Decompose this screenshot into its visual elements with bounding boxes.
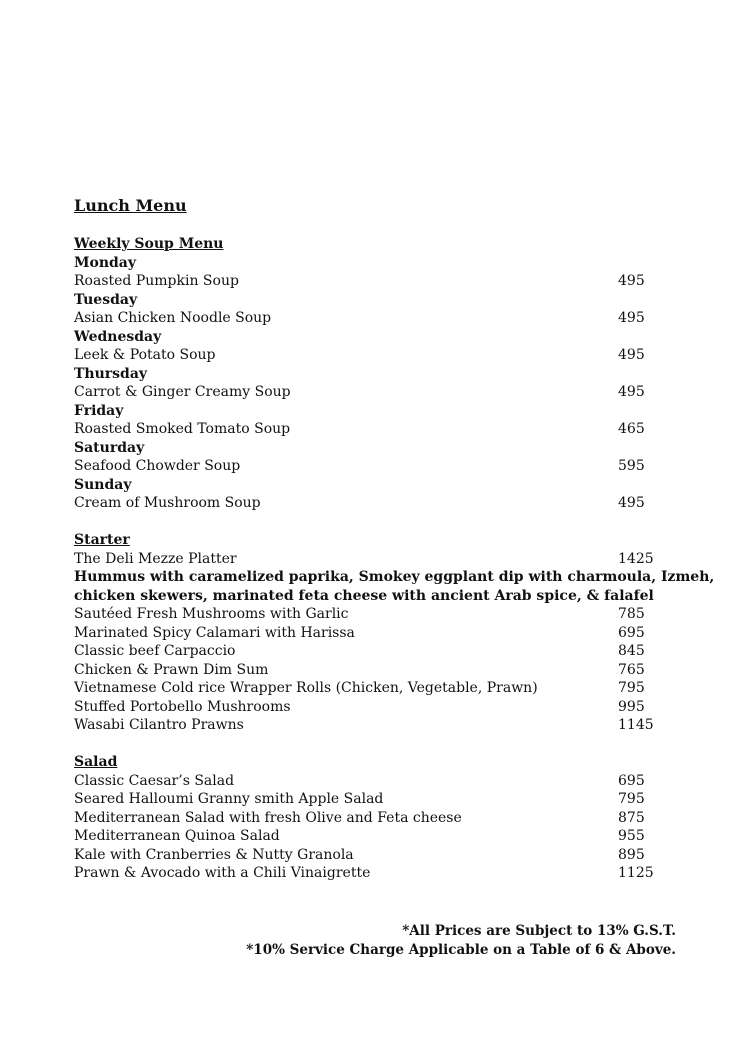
item-name: Asian Chicken Noodle Soup xyxy=(74,310,272,326)
day-row xyxy=(74,328,674,347)
item-price: 495 xyxy=(618,273,645,289)
item-price: 1145 xyxy=(618,717,654,733)
menu-item xyxy=(74,716,674,735)
item-price: 1125 xyxy=(618,865,654,881)
item-price: 495 xyxy=(618,495,645,511)
day-row xyxy=(74,365,674,384)
menu-item xyxy=(74,309,674,328)
day-row xyxy=(74,402,674,421)
day-row xyxy=(74,291,674,310)
menu-item xyxy=(74,346,674,365)
item-name: Mediterranean Quinoa Salad xyxy=(74,828,280,844)
item-price: 495 xyxy=(618,347,645,363)
soup-section-heading xyxy=(74,235,674,254)
item-price: 695 xyxy=(618,772,645,789)
item-name: Classic Caesar’s Salad xyxy=(74,772,235,789)
day-label: Monday xyxy=(74,254,137,271)
service-charge-note: *10% Service Charge Applicable on a Table of 6 & Above. xyxy=(246,942,676,958)
item-name: Chicken & Prawn Dim Sum xyxy=(74,661,269,678)
item-name: Mediterranean Salad with fresh Olive and Feta cheese xyxy=(74,809,462,826)
menu-item xyxy=(74,642,674,661)
item-price: 595 xyxy=(618,458,645,474)
menu-item xyxy=(74,272,674,291)
menu-item xyxy=(74,864,674,883)
item-price: 495 xyxy=(618,310,645,326)
menu-item xyxy=(74,420,674,439)
item-price: 895 xyxy=(618,846,645,863)
item-name: Cream of Mushroom Soup xyxy=(74,495,261,511)
day-label: Tuesday xyxy=(74,291,138,308)
day-row xyxy=(74,476,674,495)
item-price: 1425 xyxy=(618,550,654,567)
item-name: Carrot & Ginger Creamy Soup xyxy=(74,384,291,400)
day-label: Sunday xyxy=(74,476,132,493)
item-name: Seafood Chowder Soup xyxy=(74,458,241,474)
item-description xyxy=(74,587,674,606)
item-price: 955 xyxy=(618,828,645,844)
item-name: Wasabi Cilantro Prawns xyxy=(74,717,244,733)
item-name: Roasted Smoked Tomato Soup xyxy=(74,421,291,437)
item-price: 495 xyxy=(618,384,645,400)
menu-item xyxy=(74,550,674,569)
item-price: 785 xyxy=(618,606,645,622)
item-price: 995 xyxy=(618,698,645,715)
item-name: Prawn & Avocado with a Chili Vinaigrette xyxy=(74,865,371,881)
menu-item xyxy=(74,661,674,680)
section-spacer xyxy=(74,513,674,532)
menu-item xyxy=(74,679,674,698)
item-name: Marinated Spicy Calamari with Harissa xyxy=(74,624,355,641)
menu-item xyxy=(74,624,674,643)
menu-item xyxy=(74,809,674,828)
gst-note: *All Prices are Subject to 13% G.S.T. xyxy=(402,923,676,939)
description-line: Hummus with caramelized paprika, Smokey eggplant dip with charmoula, Izmeh, xyxy=(74,569,715,585)
starter-heading: Starter xyxy=(74,532,130,548)
item-price: 765 xyxy=(618,661,645,678)
menu-title: Lunch Menu xyxy=(74,196,187,215)
starter-section-heading xyxy=(74,531,674,550)
menu-item xyxy=(74,494,674,513)
item-price: 795 xyxy=(618,680,645,696)
item-name: Roasted Pumpkin Soup xyxy=(74,273,239,289)
item-price: 795 xyxy=(618,791,645,807)
footnotes xyxy=(246,922,676,960)
menu-item xyxy=(74,790,674,809)
menu-item xyxy=(74,457,674,476)
item-price: 695 xyxy=(618,624,645,641)
item-name: Vietnamese Cold rice Wrapper Rolls (Chicken, Vegetable, Prawn) xyxy=(74,680,538,696)
soup-heading: Weekly Soup Menu xyxy=(74,236,224,252)
day-row xyxy=(74,439,674,458)
section-spacer xyxy=(74,735,674,754)
menu-body xyxy=(74,235,715,883)
menu-item xyxy=(74,846,674,865)
item-name: Classic beef Carpaccio xyxy=(74,643,236,659)
item-name: Leek & Potato Soup xyxy=(74,347,216,363)
item-description xyxy=(74,568,715,587)
item-name: Kale with Cranberries & Nutty Granola xyxy=(74,846,354,863)
item-price: 845 xyxy=(618,643,645,659)
day-label: Thursday xyxy=(74,365,148,382)
menu-item xyxy=(74,383,674,402)
menu-item xyxy=(74,605,674,624)
day-label: Saturday xyxy=(74,439,145,456)
description-line: chicken skewers, marinated feta cheese with ancient Arab spice, & falafel xyxy=(74,587,654,604)
salad-heading: Salad xyxy=(74,754,118,770)
menu-item xyxy=(74,698,674,717)
menu-item xyxy=(74,827,674,846)
item-name: Stuffed Portobello Mushrooms xyxy=(74,698,291,715)
item-price: 875 xyxy=(618,809,645,826)
item-name: Seared Halloumi Granny smith Apple Salad xyxy=(74,791,384,807)
item-price: 465 xyxy=(618,421,645,437)
day-label: Friday xyxy=(74,402,124,419)
day-label: Wednesday xyxy=(74,328,162,345)
item-name: The Deli Mezze Platter xyxy=(74,550,237,567)
item-name: Sautéed Fresh Mushrooms with Garlic xyxy=(74,606,349,622)
day-row xyxy=(74,254,674,273)
salad-section-heading xyxy=(74,753,674,772)
menu-item xyxy=(74,772,674,791)
